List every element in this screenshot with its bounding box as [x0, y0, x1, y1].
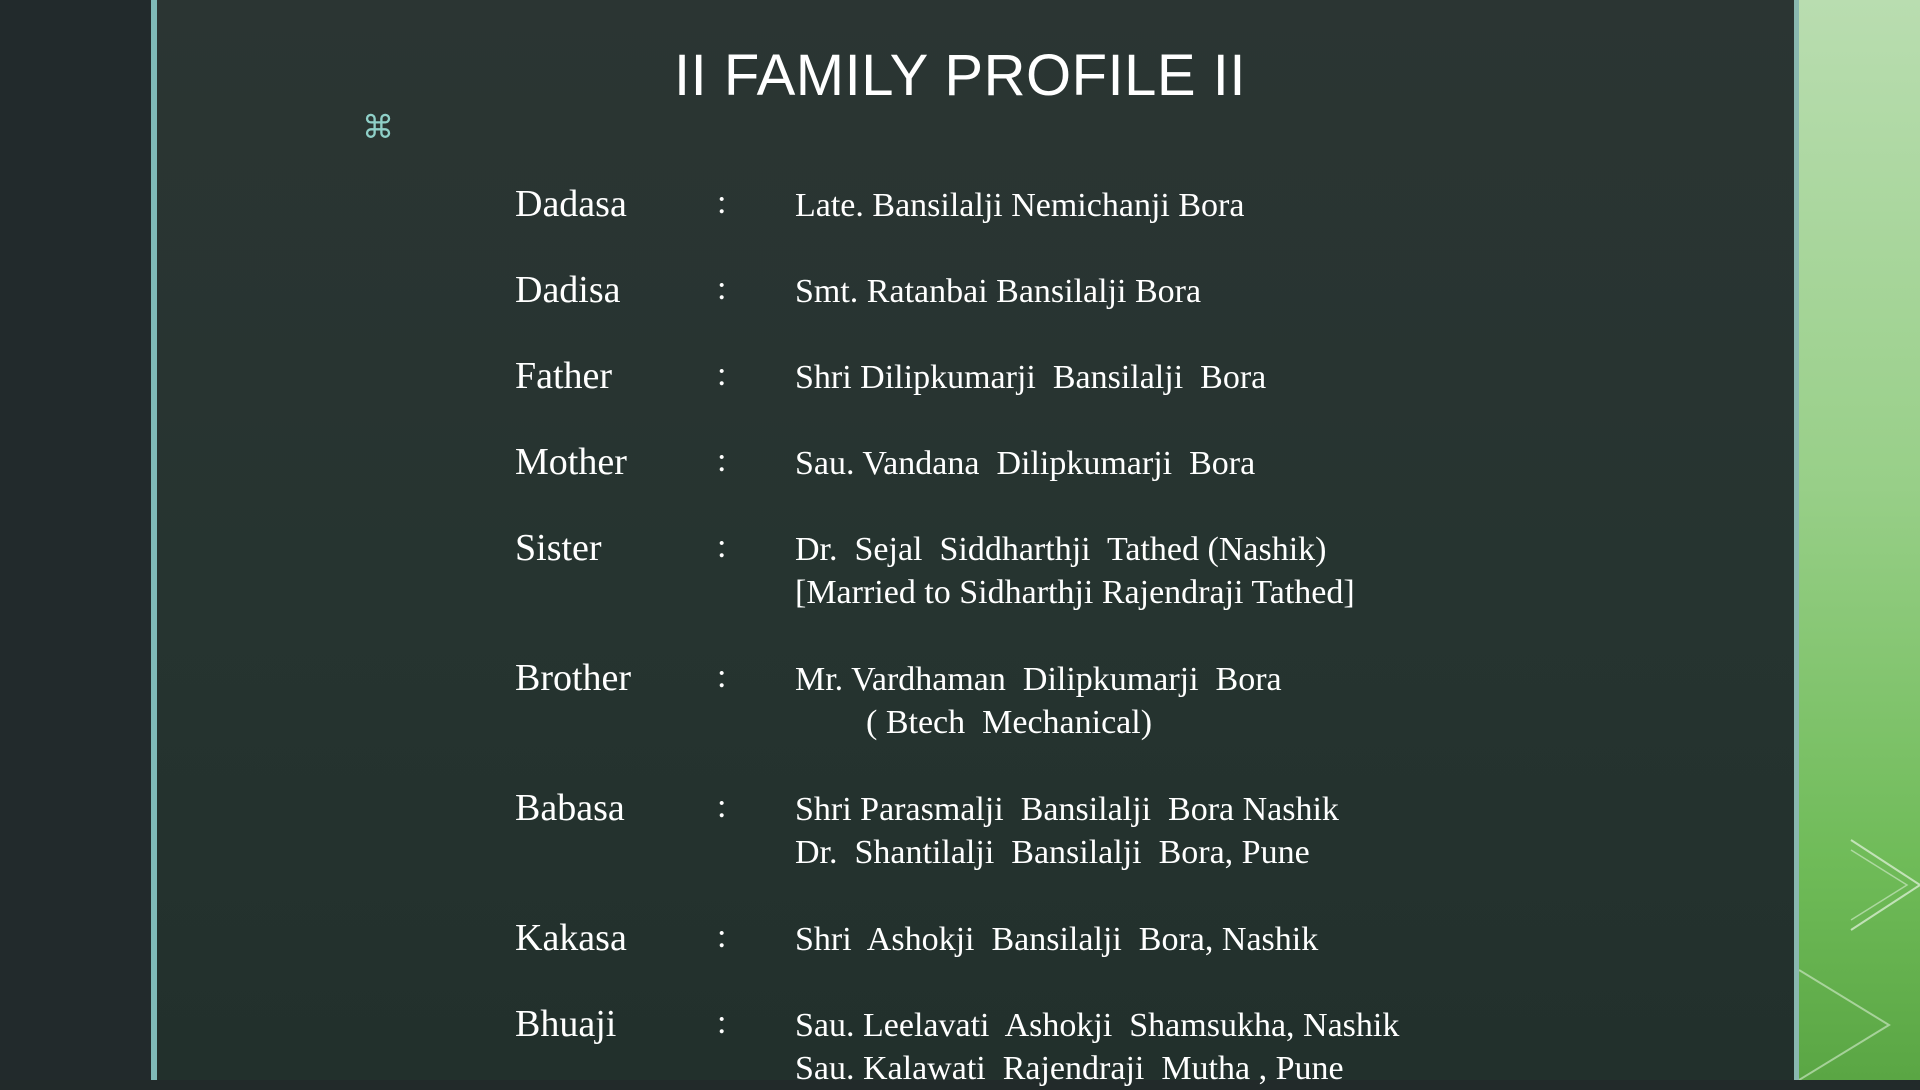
row-value: Smt. Ratanbai Bansilalji Bora — [795, 273, 1202, 310]
row-value: Sau. Vandana Dilipkumarji Bora — [795, 445, 1256, 482]
row-colon: : — [717, 442, 727, 479]
row-value-line2: Dr. Shantilalji Bansilalji Bora, Pune — [795, 834, 1310, 871]
row-value: Shri Parasmalji Bansilalji Bora Nashik — [795, 791, 1339, 828]
row-colon: : — [717, 1004, 727, 1041]
row-value: Sau. Leelavati Ashokji Shamsukha, Nashik — [795, 1007, 1400, 1044]
row-value: Mr. Vardhaman Dilipkumarji Bora — [795, 661, 1282, 698]
command-symbol-icon: ⌘ — [362, 108, 394, 146]
row-value: Late. Bansilalji Nemichanji Bora — [795, 187, 1245, 224]
row-colon: : — [717, 270, 727, 307]
row-label: Sister — [515, 527, 602, 569]
row-label: Kakasa — [515, 917, 627, 959]
row-value-line2: ( Btech Mechanical) — [866, 704, 1153, 741]
row-colon: : — [717, 184, 727, 221]
row-label: Brother — [515, 657, 632, 699]
row-value: Shri Ashokji Bansilalji Bora, Nashik — [795, 921, 1319, 958]
row-label: Dadasa — [515, 183, 627, 225]
row-colon: : — [717, 356, 727, 393]
row-value: Dr. Sejal Siddharthji Tathed (Nashik) — [795, 531, 1327, 568]
row-value-line2: [Married to Sidharthji Rajendraji Tathed] — [795, 574, 1355, 611]
row-colon: : — [717, 788, 727, 825]
row-label: Bhuaji — [515, 1003, 617, 1045]
row-colon: : — [717, 658, 727, 695]
row-value-line2: Sau. Kalawati Rajendraji Mutha , Pune — [795, 1050, 1344, 1087]
row-label: Mother — [515, 441, 627, 483]
row-label: Dadisa — [515, 269, 621, 311]
slide-title: II FAMILY PROFILE II — [674, 43, 1246, 108]
row-value: Shri Dilipkumarji Bansilalji Bora — [795, 359, 1267, 396]
row-label: Father — [515, 355, 613, 397]
row-colon: : — [717, 528, 727, 565]
row-label: Babasa — [515, 787, 625, 829]
row-colon: : — [717, 918, 727, 955]
